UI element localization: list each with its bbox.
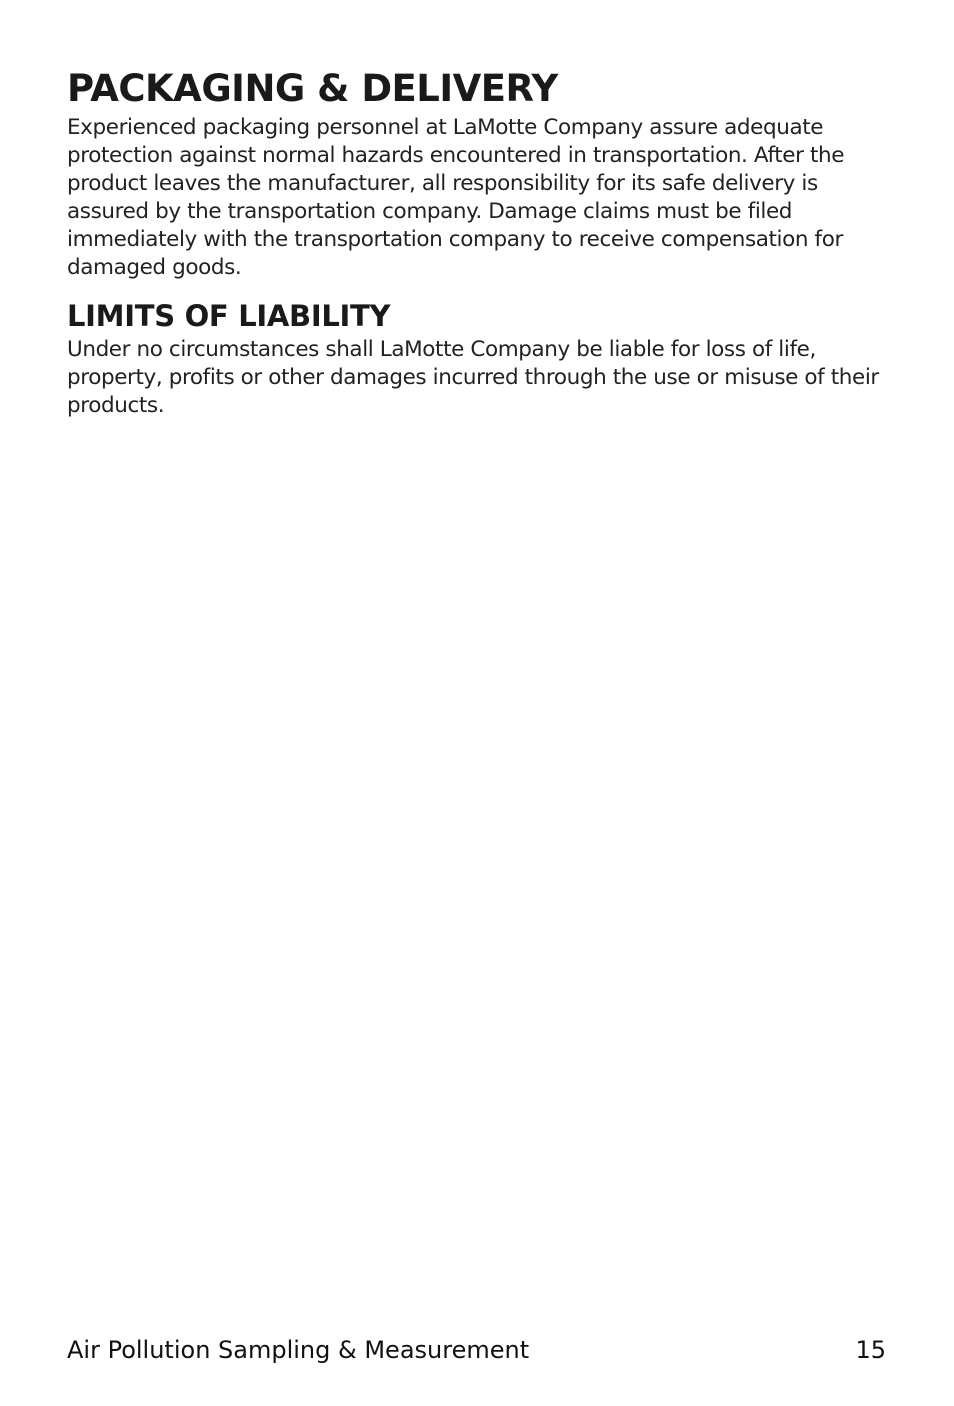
footer-page-number: 15 (855, 1336, 886, 1364)
section-body-packaging-delivery: Experienced packaging personnel at LaMotte Company assure adequate protection against normal hazards encountered in transportation. After the product leaves the manufacturer, all responsibility for its safe delivery is assured by the transportation company. Damage claims must be filed immediately with the transportation company to receive compensation for damaged goods. (67, 115, 845, 280)
page-content (67, 66, 897, 420)
section-heading-packaging-delivery: PACKAGING & DELIVERY (67, 67, 558, 110)
section-body-limits-of-liability: Under no circumstances shall LaMotte Company be liable for loss of life, property, profits or other damages incurred through the use or misuse of their products. (67, 337, 879, 418)
page-footer (67, 1332, 886, 1368)
section-heading-limits-of-liability: LIMITS OF LIABILITY (67, 299, 391, 333)
footer-document-title: Air Pollution Sampling & Measurement (67, 1336, 530, 1364)
